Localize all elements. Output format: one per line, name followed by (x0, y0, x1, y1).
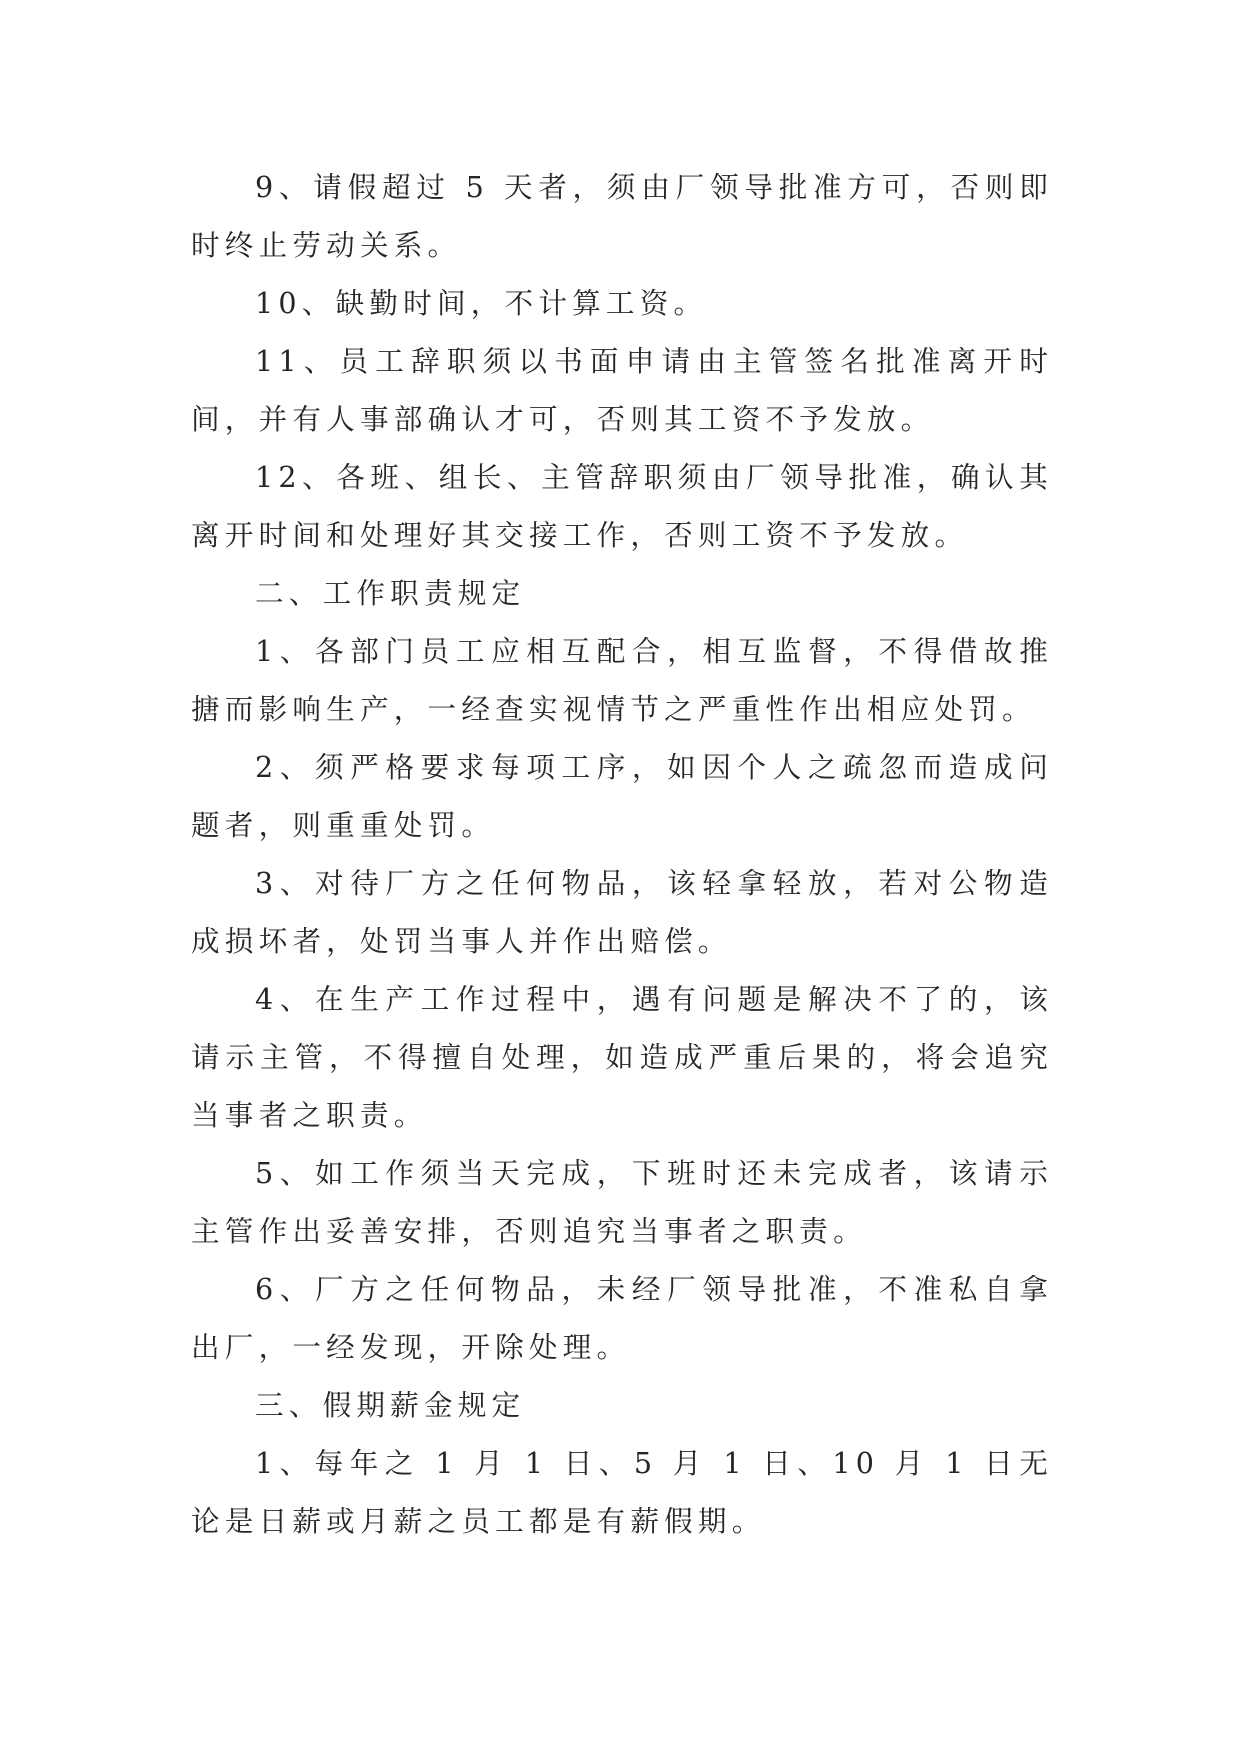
section-heading-work-duties: 二、工作职责规定 (255, 576, 526, 610)
duty-item-3: 3、对待厂方之任何物品，该轻拿轻放，若对公物造成损坏者，处罚当事人并作出赔偿。 (191, 866, 1053, 958)
duty-item-4: 4、在生产工作过程中，遇有问题是解决不了的，该请示主管，不得擅自处理，如造成严重后果的，将会追究当事者之职责。 (191, 982, 1053, 1132)
holiday-item-1: 1、每年之 1 月 1 日、5 月 1 日、10 月 1 日无论是日薪或月薪之员工都是有薪假期。 (191, 1446, 1053, 1538)
duty-item-5: 5、如工作须当天完成，下班时还未完成者，该请示主管作出妥善安排，否则追究当事者之职责。 (191, 1156, 1053, 1248)
rule-item-12: 12、各班、组长、主管辞职须由厂领导批准，确认其离开时间和处理好其交接工作，否则工资不予发放。 (191, 460, 1053, 552)
rule-item-10: 10、缺勤时间，不计算工资。 (255, 286, 708, 320)
rule-item-11: 11、员工辞职须以书面申请由主管签名批准离开时间，并有人事部确认才可，否则其工资不予发放。 (191, 344, 1053, 436)
rule-item-9: 9、请假超过 5 天者，须由厂领导批准方可，否则即时终止劳动关系。 (191, 170, 1053, 262)
duty-item-1: 1、各部门员工应相互配合，相互监督，不得借故推搪而影响生产，一经查实视情节之严重性作出相应处罚。 (191, 634, 1053, 726)
document-body (191, 158, 1053, 1550)
section-heading-holiday-pay: 三、假期薪金规定 (255, 1388, 526, 1422)
duty-item-2: 2、须严格要求每项工序，如因个人之疏忽而造成问题者，则重重处罚。 (191, 750, 1053, 842)
duty-item-6: 6、厂方之任何物品，未经厂领导批准，不准私自拿出厂，一经发现，开除处理。 (191, 1272, 1053, 1364)
